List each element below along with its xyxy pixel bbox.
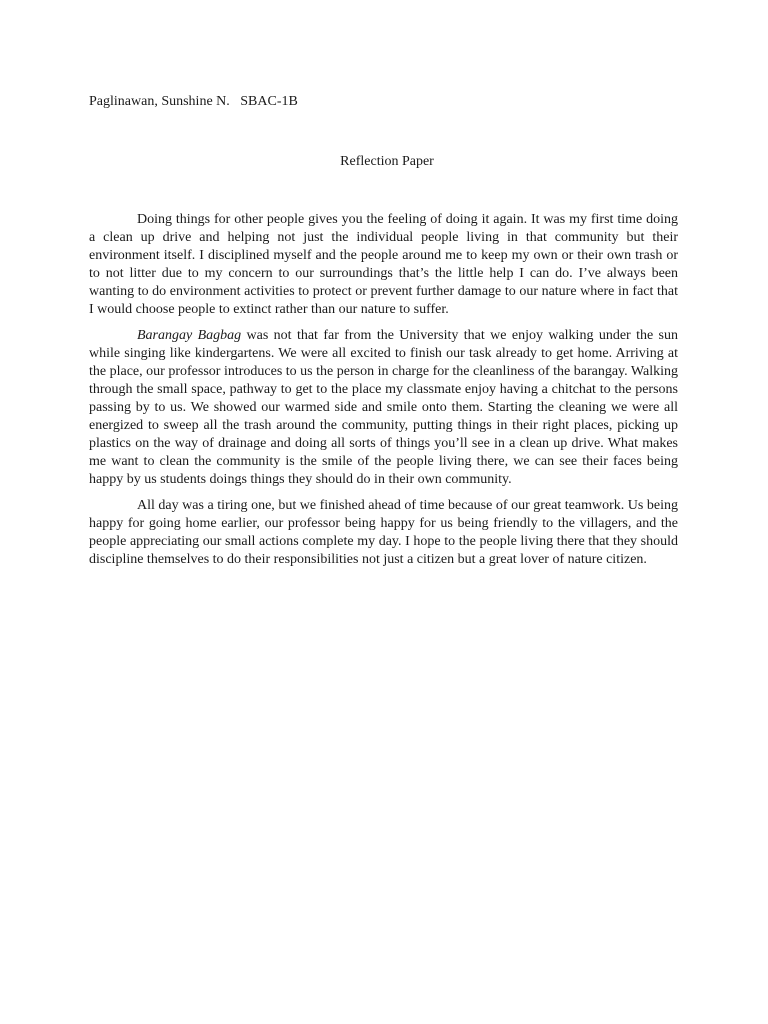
paragraph-2-text: was not that far from the University that we enjoy walking under the sun while singing like kindergartens. We were all excited to finish our task already to get home. Arriving at the place, our professor introduces to us the person in charge for the cleanliness of the barangay. Walking through the small space, pathway to get to the place my classmate enjoy having a chitchat to the persons passing by to us. We showed our warmed side and smile onto them. Starting the cleaning we were all energized to sweep all the trash around the community, putting things in their right places, picking up plastics on the way of drainage and doing all sorts of things you’ll see in a clean up drive. What makes me want to clean the community is the smile of the people living there, we can see their faces being happy by us students doings things they should do in their own community. (89, 328, 679, 487)
page-title: Reflection Paper (340, 154, 434, 169)
paragraph-1: Doing things for other people gives you the feeling of doing it again. It was my first time doing a clean up drive and helping not just the individual people living in that community but their environment itself. I disciplined myself and the people around me to keep my own or their own trash or to not litter due to my concern to our surroundings that’s the little help I can do. I’ve always been wanting to do environment activities to protect or prevent further damage to our nature where in fact that I would choose people to extinct rather than our nature to suffer. (89, 212, 678, 317)
paragraph-2 (89, 327, 678, 489)
paragraph-3: All day was a tiring one, but we finished ahead of time because of our great teamwork. Us being happy for going home earlier, our professor being happy for us being friendly to the villagers, and the people appreciating our small actions complete my day. I hope to the people living there that they should discipline themselves to do their responsibilities not just a citizen but a great lover of nature citizen. (89, 498, 678, 567)
author-header: Paglinawan, Sunshine N. SBAC-1B (89, 94, 298, 109)
place-name: Barangay Bagbag (137, 328, 242, 343)
document-body (89, 211, 678, 577)
